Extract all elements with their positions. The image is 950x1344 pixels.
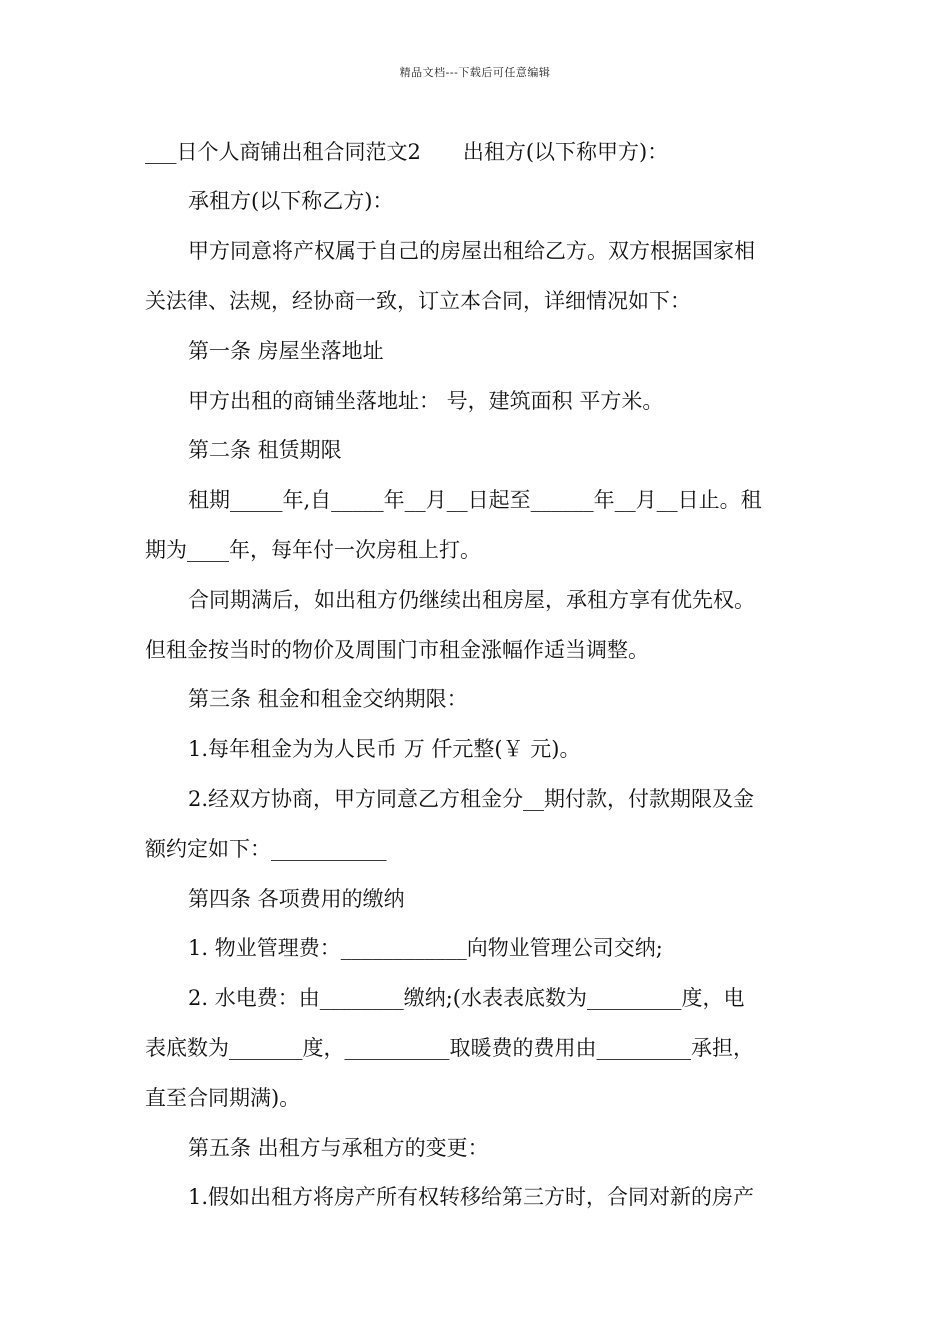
text-line-installments-2: 额约定如下：___________ — [145, 837, 387, 861]
page-header: 精品文档---下载后可任意编辑 — [399, 66, 551, 79]
text-line-article-5-heading: 第五条 出租方与承租方的变更： — [188, 1136, 489, 1160]
text-line-article-1-heading: 第一条 房屋坐落地址 — [188, 339, 384, 363]
text-line-renewal-1: 合同期满后，如出租方仍继续出租房屋，承租方享有优先权。 — [188, 588, 755, 612]
text-line-intro-2: 关法律、法规，经协商一致，订立本合同，详细情况如下： — [145, 289, 691, 313]
text-line-article-2-heading: 第二条 租赁期限 — [188, 438, 342, 462]
text-line-term-1: 租期_____年,自_____年__月__日起至______年__月__日止。租 — [188, 488, 762, 512]
text-line-title: ___日个人商铺出租合同范文2 出租方(以下称甲方)： — [145, 140, 669, 164]
text-line-utilities-3: 直至合同期满)。 — [145, 1086, 301, 1110]
text-line-address: 甲方出租的商铺坐落地址： 号，建筑面积 平方米。 — [188, 389, 664, 413]
text-line-article-3-heading: 第三条 租金和租金交纳期限： — [188, 687, 468, 711]
text-line-article-4-heading: 第四条 各项费用的缴纳 — [188, 887, 405, 911]
text-line-lessee: 承租方(以下称乙方)： — [188, 189, 394, 213]
text-line-property-fee: 1. 物业管理费：____________向物业管理公司交纳; — [188, 936, 663, 960]
text-line-renewal-2: 但租金按当时的物价及周围门市租金涨幅作适当调整。 — [145, 638, 649, 662]
text-line-installments-1: 2.经双方协商，甲方同意乙方租金分__期付款，付款期限及金 — [188, 787, 755, 811]
text-line-utilities-2: 表底数为_______度，__________取暖费的费用由_________承担， — [145, 1036, 754, 1060]
text-line-transfer: 1.假如出租方将房产所有权转移给第三方时，合同对新的房产 — [188, 1185, 755, 1209]
text-line-term-2: 期为____年，每年付一次房租上打。 — [145, 538, 481, 562]
text-line-utilities-1: 2. 水电费：由________缴纳;(水表表底数为_________度，电 — [188, 986, 745, 1010]
text-line-rent-amount: 1.每年租金为为人民币 万 仟元整(￥ 元)。 — [188, 737, 581, 761]
text-line-intro-1: 甲方同意将产权属于自己的房屋出租给乙方。双方根据国家相 — [188, 239, 755, 263]
